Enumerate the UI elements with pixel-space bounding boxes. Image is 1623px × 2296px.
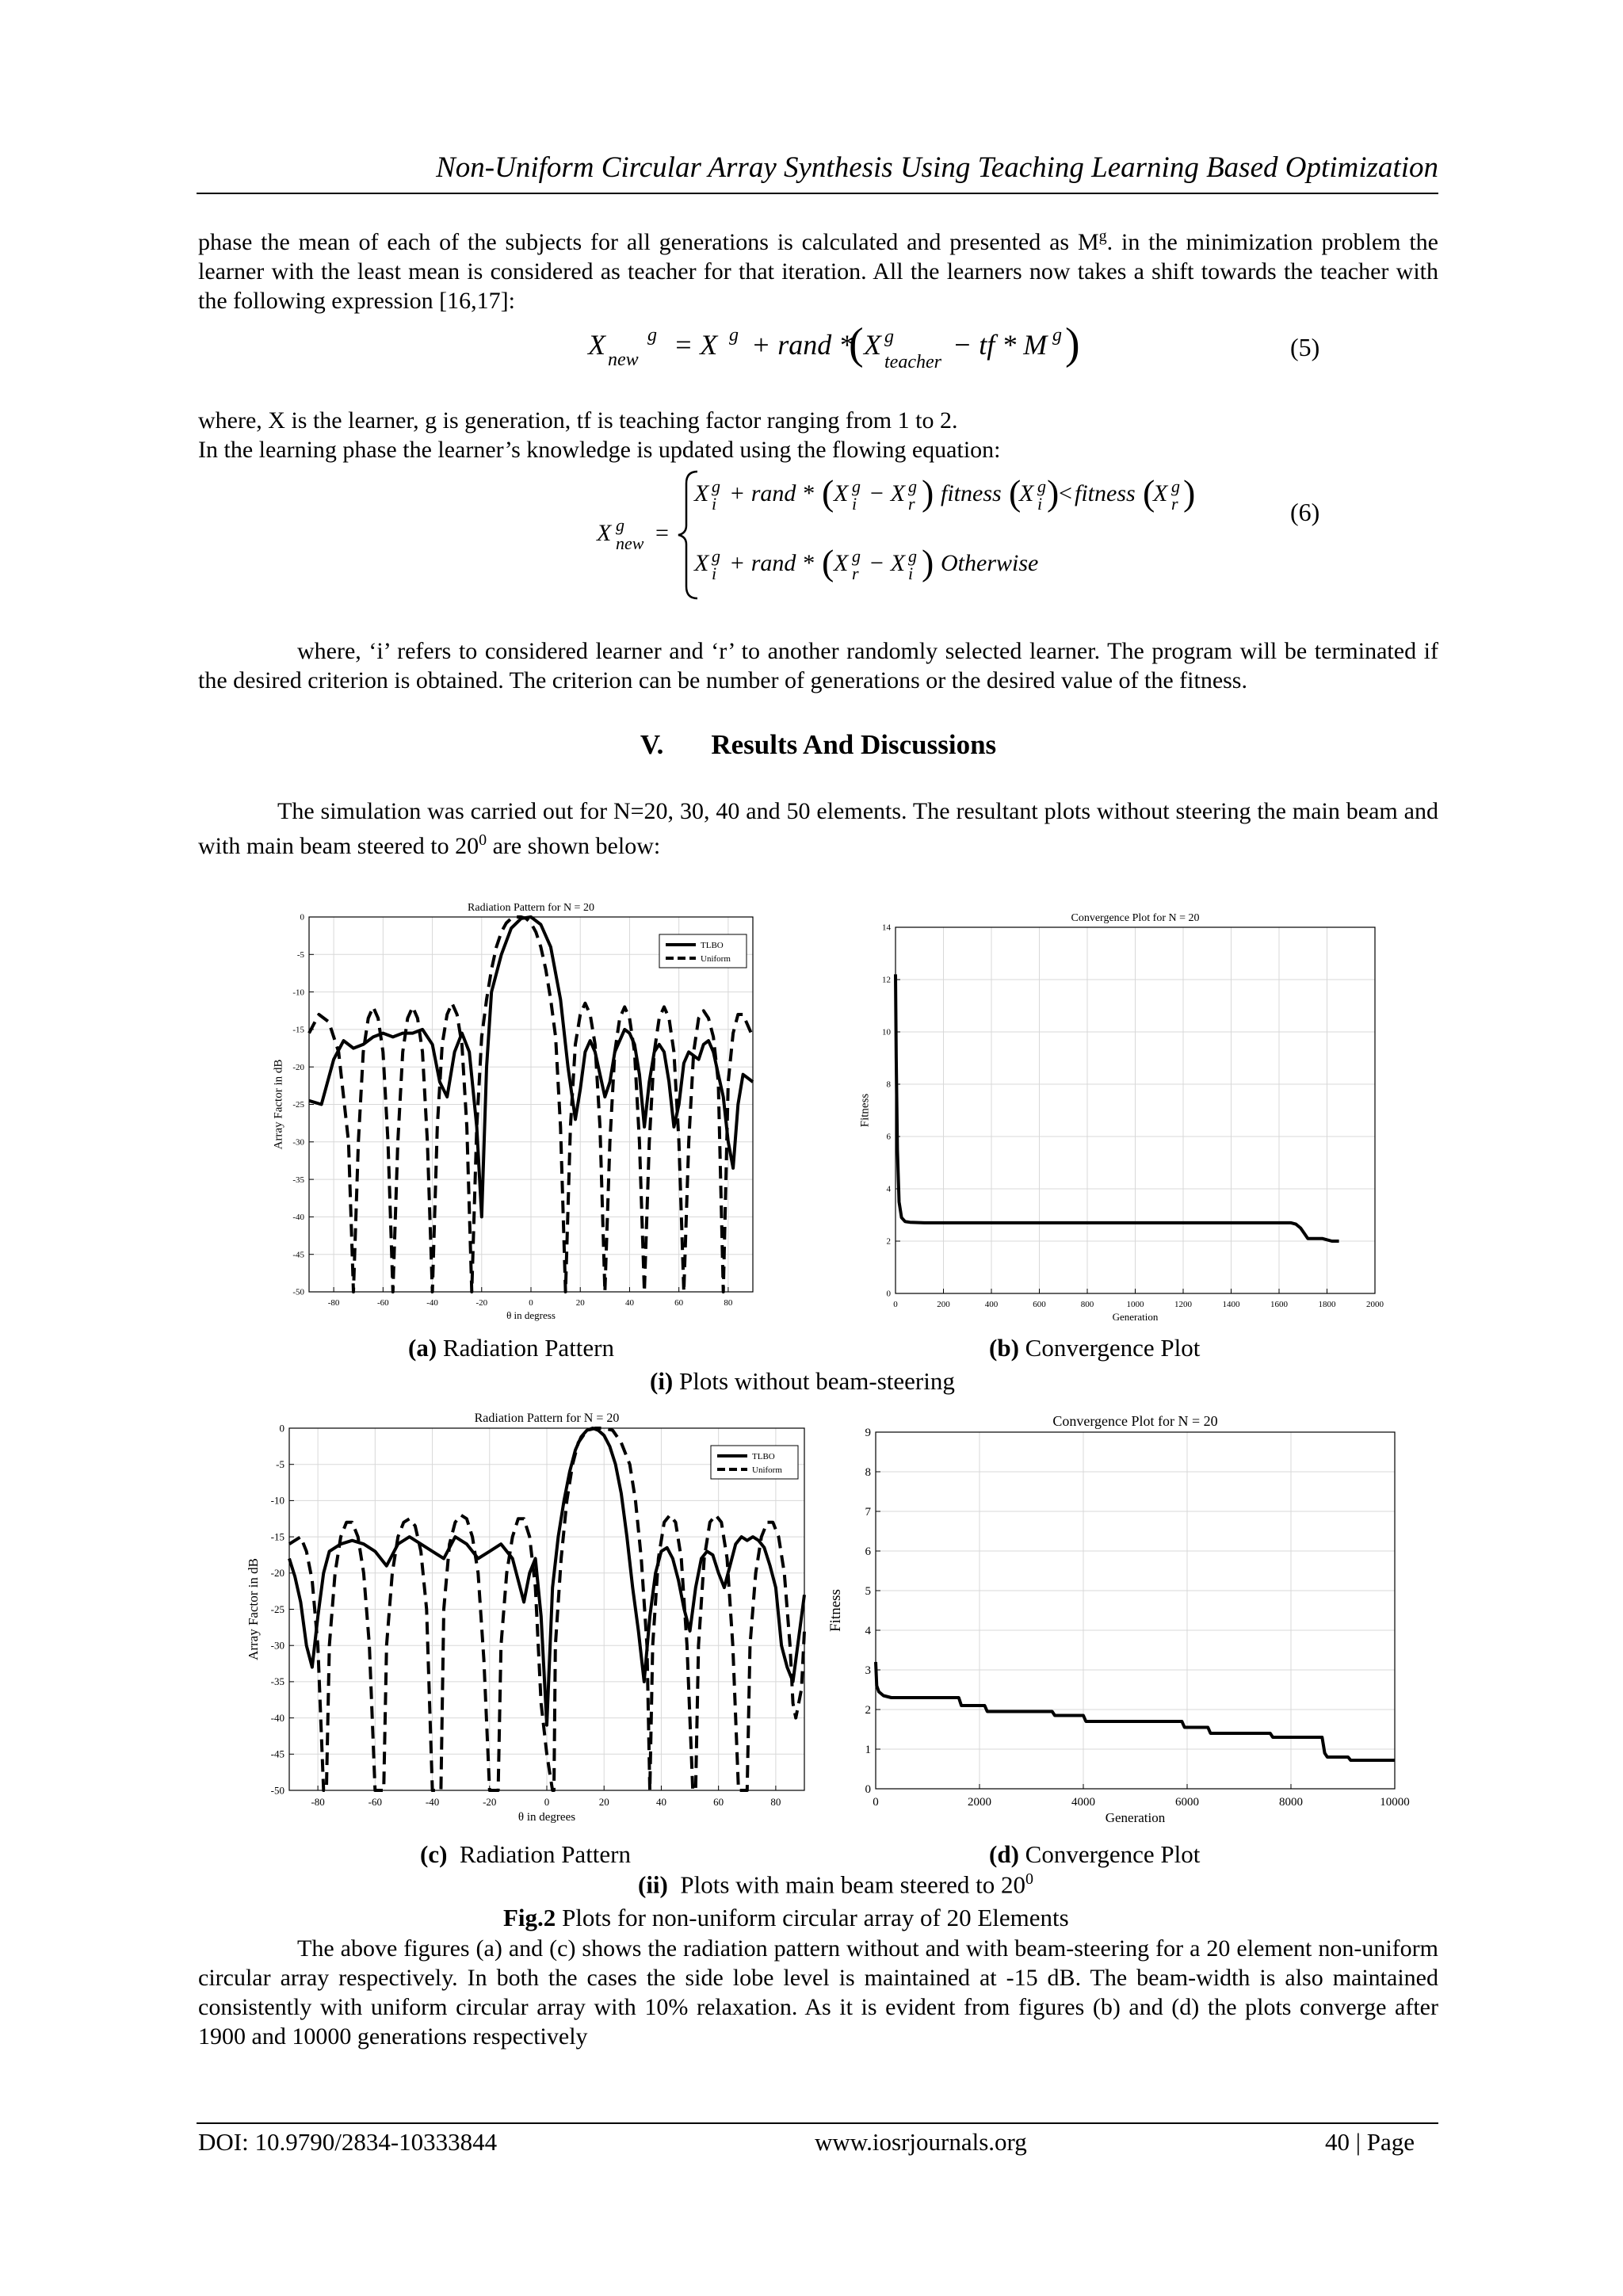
svg-text:X: X [588, 329, 605, 361]
svg-text:r: r [852, 563, 859, 583]
y-tick-label: 8 [865, 1466, 871, 1479]
caption-a [408, 1334, 614, 1362]
y-tick-label: 14 [882, 923, 891, 933]
svg-text:i: i [852, 494, 857, 514]
paragraph-learner-definition: where, X is the learner, g is generation, tf is teaching factor ranging from 1 to 2. [198, 407, 958, 434]
paragraph-text: phase the mean of each of the subjects for all generations is calculated and presented as M [198, 229, 1099, 255]
svg-text:r: r [1171, 494, 1178, 514]
svg-text:X: X [694, 550, 709, 576]
svg-text:i: i [712, 563, 717, 583]
svg-text:i: i [908, 563, 914, 583]
x-tick-label: 0 [544, 1796, 550, 1808]
paragraph-discussion: The above figures (a) and (c) shows the radiation pattern without and with beam-steering for a 20 element non-uniform circular array respectively. In both the cases the side lobe level is maintained at -15 dB. The beam-width is also maintained consistently with uniform circular array with 10% relaxation. As it is evident from figures (b) and (d) the plots converge after 1900 and 10000 generations respectively [198, 1935, 1438, 2050]
paragraph-text: are shown below: [487, 833, 661, 859]
svg-text:− tf * M: − tf * M [953, 329, 1048, 361]
y-tick-label: -20 [292, 1062, 304, 1072]
y-tick-label: -30 [270, 1639, 285, 1652]
svg-text:(: ( [849, 319, 864, 369]
figure-label: Fig.2 [503, 1904, 556, 1931]
y-tick-label: -5 [296, 949, 304, 960]
equation-5-number: (5) [1290, 333, 1320, 361]
caption-text: Convergence Plot [1018, 1840, 1201, 1868]
legend-label: TLBO [752, 1452, 775, 1461]
x-tick-label: 0 [873, 1796, 879, 1809]
caption-label: (ii) [638, 1870, 668, 1899]
superscript: 0 [1025, 1870, 1034, 1888]
y-tick-label: -10 [292, 988, 304, 998]
y-tick-label: -20 [270, 1567, 285, 1580]
svg-text:X: X [1153, 480, 1168, 506]
header-rule [197, 193, 1438, 194]
svg-text:<: < [1059, 480, 1072, 506]
x-tick-label: -60 [368, 1796, 383, 1808]
x-tick-label: 1600 [1270, 1300, 1288, 1309]
chart-c-radiation-pattern [238, 1404, 816, 1832]
footer-website: www.iosrjournals.org [815, 2128, 1027, 2156]
x-tick-label: -20 [475, 1298, 488, 1308]
svg-text:+ rand *: + rand * [729, 550, 814, 576]
chart-title: Convergence Plot for N = 20 [1052, 1413, 1218, 1429]
svg-text:+ rand *: + rand * [729, 480, 814, 506]
equation-5 [0, 309, 1623, 380]
section-title: Results And Discussions [711, 729, 997, 760]
y-tick-label: 3 [865, 1664, 871, 1677]
footer-doi: DOI: 10.9790/2834-10333844 [198, 2128, 498, 2156]
y-tick-label: -25 [270, 1603, 285, 1615]
x-tick-label: 60 [674, 1298, 684, 1308]
svg-text:i: i [712, 494, 717, 514]
superscript: 0 [479, 831, 487, 849]
y-tick-label: -35 [270, 1675, 285, 1688]
svg-text:X: X [864, 329, 881, 361]
x-tick-label: 400 [984, 1300, 999, 1309]
chart-d-svg [827, 1404, 1410, 1832]
x-tick-label: 4000 [1071, 1796, 1095, 1809]
svg-text:=: = [655, 520, 669, 546]
running-header: Non-Uniform Circular Array Synthesis Using Teaching Learning Based Optimization [436, 151, 1438, 184]
caption-text: Convergence Plot [1018, 1334, 1201, 1362]
paragraph-teacher-phase [198, 222, 1438, 315]
x-tick-label: 0 [529, 1298, 533, 1308]
y-tick-label: 8 [886, 1079, 891, 1090]
x-tick-label: -80 [311, 1796, 325, 1808]
chart-title: Convergence Plot for N = 20 [1071, 912, 1200, 924]
y-tick-label: -35 [292, 1175, 304, 1185]
y-tick-label: -40 [292, 1213, 304, 1223]
y-tick-label: 4 [865, 1625, 871, 1637]
y-tick-label: 1 [865, 1744, 871, 1756]
svg-text:fitness: fitness [941, 480, 1002, 506]
svg-text:): ) [922, 542, 934, 583]
footer-page-number: 40 | Page [1325, 2128, 1415, 2156]
section-number: V. [640, 729, 664, 760]
y-tick-label: -15 [292, 1025, 304, 1035]
caption-text: Plots for non-uniform circular array of 20 Elements [556, 1904, 1069, 1931]
y-tick-label: 7 [865, 1506, 871, 1519]
x-axis-label: θ in degress [506, 1309, 556, 1321]
svg-text:): ) [922, 472, 934, 513]
x-tick-label: -40 [425, 1796, 440, 1808]
svg-text:teacher: teacher [884, 352, 941, 372]
y-tick-label: 6 [886, 1132, 891, 1142]
svg-text:= X: = X [674, 329, 718, 361]
svg-text:new: new [616, 533, 644, 553]
x-axis-label: θ in degrees [517, 1811, 576, 1824]
svg-text:): ) [1183, 472, 1196, 513]
x-tick-label: 0 [893, 1300, 898, 1309]
svg-text:): ) [1047, 472, 1060, 513]
svg-text:g: g [852, 546, 861, 566]
x-tick-label: 20 [575, 1298, 585, 1308]
svg-text:g: g [1052, 325, 1062, 346]
svg-text:new: new [608, 350, 639, 370]
chart-title: Radiation Pattern for N = 20 [468, 902, 594, 914]
y-axis-label: Array Factor in dB [272, 1059, 285, 1150]
equation-6-number: (6) [1290, 498, 1320, 526]
legend-label: TLBO [701, 941, 724, 950]
y-tick-label: -40 [270, 1711, 285, 1724]
series-line-fitness [896, 974, 1339, 1241]
paragraph-simulation [198, 797, 1438, 861]
y-tick-label: -50 [292, 1287, 304, 1297]
svg-text:fitness: fitness [1075, 480, 1136, 506]
y-tick-label: -50 [270, 1784, 285, 1797]
paragraph-text: . in the minimization problem the learner with the least mean is considered as teacher for that iteration. All the learners now takes a shift towards the teacher with the following expression [16,17]: [198, 229, 1438, 314]
caption-c [420, 1840, 631, 1869]
svg-text:X: X [834, 480, 849, 506]
svg-text:g: g [712, 546, 720, 566]
x-tick-label: 2000 [968, 1796, 991, 1809]
x-tick-label: 80 [724, 1298, 733, 1308]
svg-text:g: g [908, 546, 917, 566]
caption-i [650, 1367, 955, 1396]
x-tick-label: 10000 [1380, 1796, 1410, 1809]
svg-text:(: ( [1143, 472, 1155, 513]
y-tick-label: 6 [865, 1545, 871, 1558]
y-tick-label: -5 [276, 1458, 285, 1471]
svg-text:X: X [694, 480, 709, 506]
x-tick-label: -20 [483, 1796, 497, 1808]
section-heading [198, 729, 1438, 761]
caption-label: (i) [650, 1367, 674, 1395]
svg-text:g: g [616, 515, 624, 535]
caption-text: Plots with main beam steered to 20 [667, 1870, 1026, 1899]
x-tick-label: 40 [624, 1298, 634, 1308]
x-tick-label: -80 [327, 1298, 340, 1308]
paragraph-termination: where, ‘i’ refers to considered learner and ‘r’ to another randomly selected learner. The program will be terminated if the desired criterion is obtained. The criterion can be number of generations or the desired value of the fitness. [198, 638, 1438, 693]
svg-text:Otherwise: Otherwise [941, 550, 1039, 576]
svg-text:g: g [1037, 476, 1046, 496]
x-tick-label: 800 [1080, 1300, 1094, 1309]
x-tick-label: 200 [937, 1300, 950, 1309]
svg-text:g: g [884, 327, 894, 347]
y-axis-label: Fitness [827, 1589, 844, 1632]
chart-d-convergence [827, 1404, 1410, 1832]
caption-ii [638, 1870, 1033, 1899]
x-tick-label: 1200 [1174, 1300, 1192, 1309]
caption-label: (b) [989, 1334, 1019, 1362]
figure-caption [503, 1904, 1069, 1932]
caption-label: (a) [408, 1334, 437, 1362]
svg-text:X: X [597, 520, 612, 546]
svg-text:+ rand *: + rand * [751, 329, 854, 361]
svg-text:− X: − X [869, 480, 906, 506]
y-tick-label: -25 [292, 1100, 304, 1110]
caption-label: (c) [420, 1840, 448, 1868]
svg-text:X: X [834, 550, 849, 576]
caption-text: Radiation Pattern [437, 1334, 614, 1362]
x-tick-label: 1000 [1126, 1300, 1144, 1309]
x-tick-label: 40 [655, 1796, 666, 1808]
svg-text:− X: − X [869, 550, 906, 576]
caption-label: (d) [989, 1840, 1019, 1868]
y-tick-label: 0 [279, 1422, 285, 1435]
x-tick-label: 80 [770, 1796, 781, 1808]
svg-text:(: ( [822, 472, 834, 513]
equation-5-formula [0, 309, 1623, 380]
y-tick-label: -45 [292, 1250, 304, 1260]
series-line-fitness [876, 1662, 1395, 1760]
footer-rule [197, 2122, 1438, 2124]
y-tick-label: 2 [886, 1236, 891, 1247]
x-tick-label: 6000 [1175, 1796, 1199, 1809]
paragraph-text: The simulation was carried out for N=20, 30, 40 and 50 elements. The resultant plots without steering the main beam and with main beam steered to 20 [198, 798, 1438, 859]
x-tick-label: 1800 [1318, 1300, 1336, 1309]
x-axis-label: Generation [1105, 1810, 1166, 1825]
y-axis-label: Array Factor in dB [246, 1558, 262, 1660]
chart-b-svg [852, 904, 1391, 1323]
svg-text:(: ( [1009, 472, 1022, 513]
svg-text:g: g [1171, 476, 1180, 496]
y-tick-label: 4 [886, 1184, 891, 1194]
x-tick-label: 8000 [1279, 1796, 1303, 1809]
y-tick-label: -10 [270, 1494, 285, 1507]
y-tick-label: 12 [882, 975, 891, 985]
svg-text:i: i [1037, 494, 1043, 514]
y-tick-label: 10 [882, 1027, 891, 1037]
y-tick-label: 0 [886, 1289, 891, 1299]
y-tick-label: -15 [270, 1530, 285, 1543]
x-axis-label: Generation [1112, 1311, 1159, 1323]
legend-label: Uniform [701, 954, 731, 964]
svg-text:): ) [1065, 319, 1080, 369]
svg-text:(: ( [822, 542, 834, 583]
svg-text:r: r [908, 494, 915, 514]
superscript: g [1098, 227, 1107, 245]
chart-title: Radiation Pattern for N = 20 [474, 1412, 620, 1425]
svg-text:X: X [1019, 480, 1034, 506]
chart-a-radiation-pattern [269, 900, 761, 1320]
y-tick-label: 5 [865, 1585, 871, 1598]
y-tick-label: -30 [292, 1137, 304, 1148]
equation-6 [0, 464, 1623, 606]
svg-text:g: g [908, 476, 917, 496]
caption-d [989, 1840, 1200, 1869]
y-tick-label: 2 [865, 1704, 871, 1717]
y-tick-label: 0 [300, 912, 304, 923]
x-tick-label: -60 [376, 1298, 389, 1308]
caption-b [989, 1334, 1200, 1362]
svg-text:g: g [729, 325, 739, 346]
x-tick-label: 20 [598, 1796, 609, 1808]
x-tick-label: -40 [426, 1298, 438, 1308]
chart-a-svg [269, 900, 761, 1320]
plot-frame [876, 1432, 1395, 1789]
x-tick-label: 2000 [1366, 1300, 1384, 1309]
x-tick-label: 1400 [1222, 1300, 1240, 1309]
y-tick-label: 0 [865, 1783, 871, 1796]
y-axis-label: Fitness [858, 1093, 872, 1128]
caption-text: Radiation Pattern [447, 1840, 631, 1868]
svg-text:g: g [647, 325, 657, 346]
y-tick-label: -45 [270, 1748, 285, 1760]
svg-text:g: g [712, 476, 720, 496]
equation-6-formula [0, 464, 1623, 606]
paragraph-learning-phase: In the learning phase the learner’s knowledge is updated using the flowing equation: [198, 437, 1001, 463]
legend-label: Uniform [752, 1465, 782, 1475]
y-tick-label: 9 [865, 1427, 871, 1439]
x-tick-label: 600 [1033, 1300, 1046, 1309]
chart-b-convergence [852, 904, 1391, 1323]
chart-c-svg [238, 1404, 816, 1832]
caption-text: Plots without beam-steering [673, 1367, 955, 1395]
svg-text:g: g [852, 476, 861, 496]
x-tick-label: 60 [713, 1796, 724, 1808]
